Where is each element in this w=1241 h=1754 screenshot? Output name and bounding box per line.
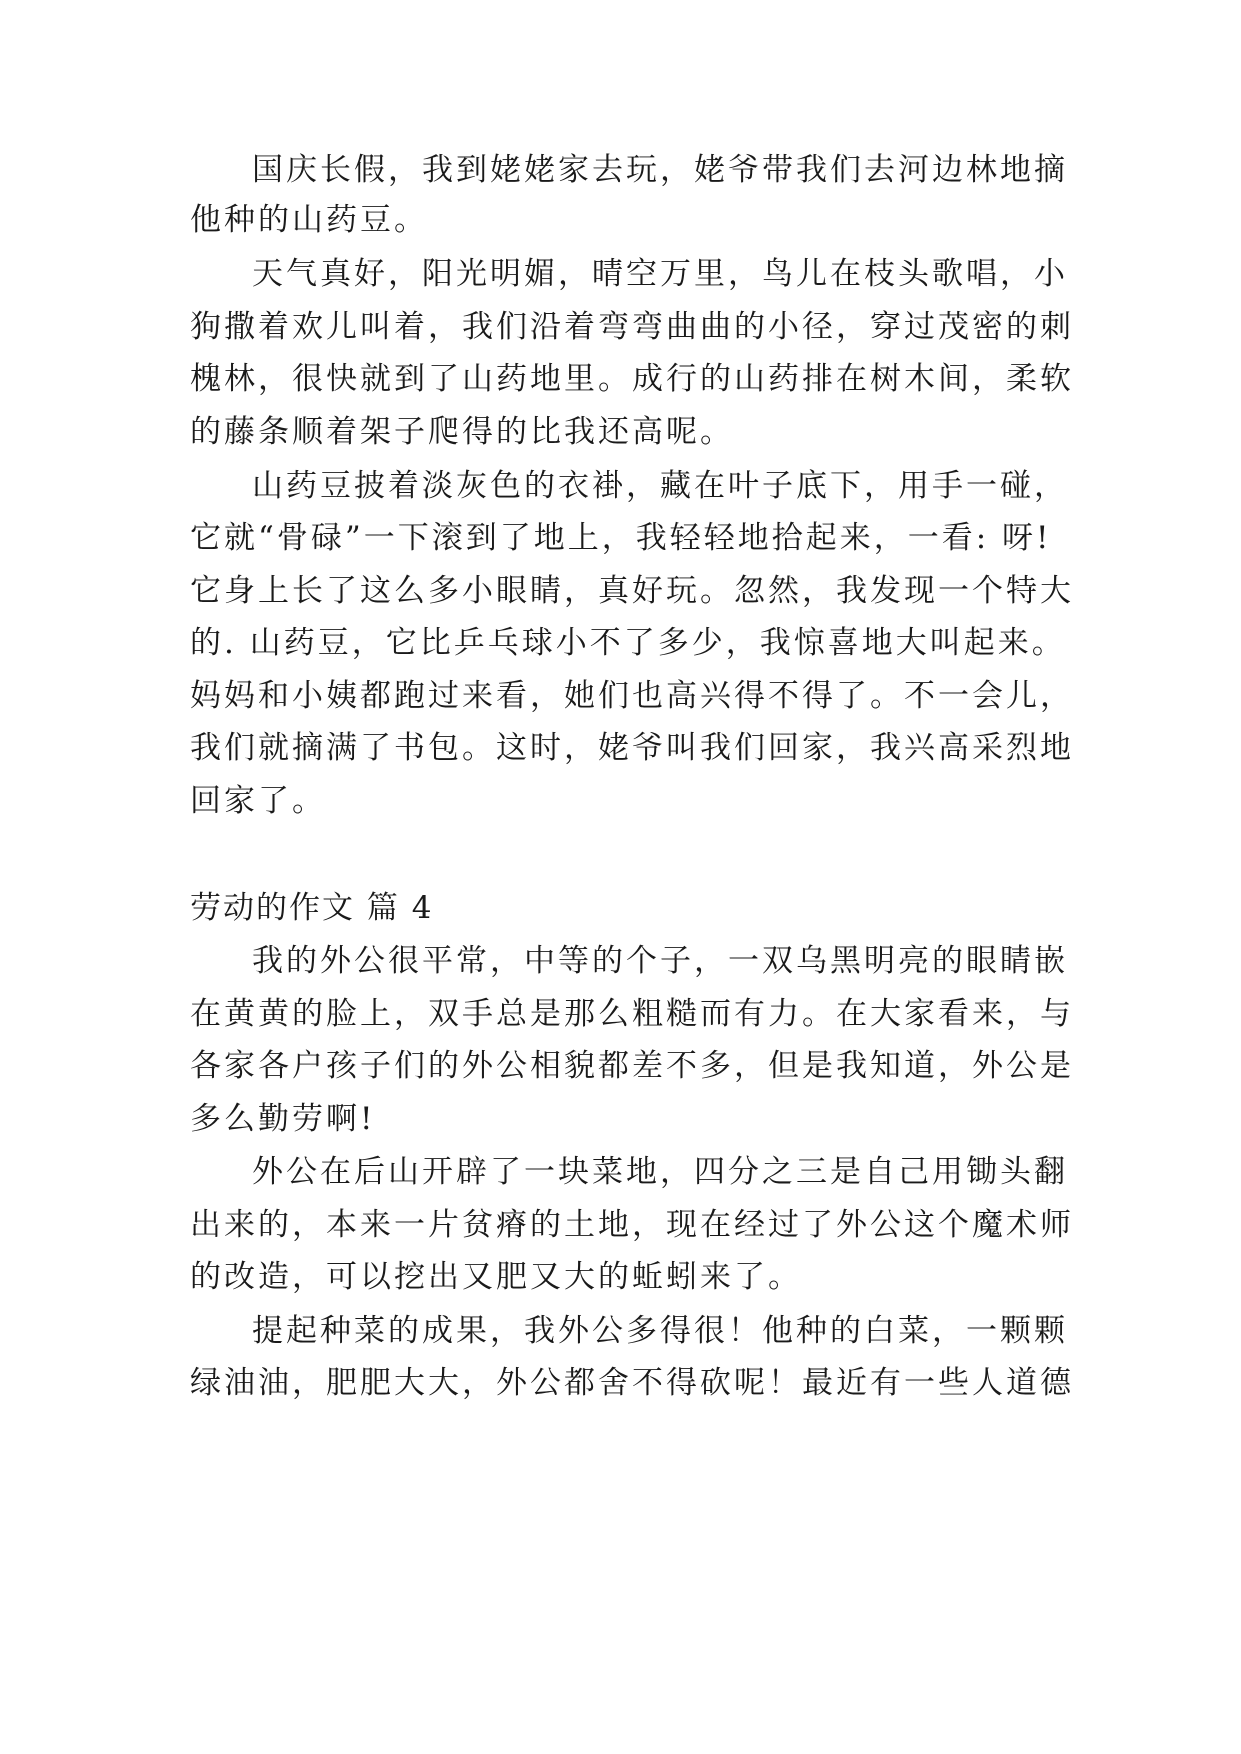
- text-line: 国庆长假，我到姥姥家去玩，姥爷带我们去河边林地摘: [252, 152, 1068, 188]
- text-line: 狗撒着欢儿叫着，我们沿着弯弯曲曲的小径，穿过茂密的刺: [190, 309, 1074, 345]
- text-line: 我们就摘满了书包。这时，姥爷叫我们回家，我兴高采烈地: [190, 730, 1074, 766]
- text-line: 妈妈和小姨都跑过来看，她们也高兴得不得了。不一会儿，: [190, 678, 1074, 714]
- section-heading: 劳动的作文 篇 4: [190, 890, 434, 926]
- text-line: 回家了。: [190, 783, 326, 819]
- text-line: 槐林，很快就到了山药地里。成行的山药排在树木间，柔软: [190, 361, 1074, 397]
- text-line: 的. 山药豆，它比乒乓球小不了多少，我惊喜地大叫起来。: [190, 625, 1066, 661]
- text-line: 在黄黄的脸上，双手总是那么粗糙而有力。在大家看来，与: [190, 996, 1074, 1032]
- text-line: 它身上长了这么多小眼睛，真好玩。忽然，我发现一个特大: [190, 573, 1074, 609]
- text-line: 他种的山药豆。: [190, 202, 428, 238]
- text-line: 绿油油，肥肥大大，外公都舍不得砍呢！最近有一些人道德: [190, 1365, 1074, 1401]
- text-line: 山药豆披着淡灰色的衣褂，藏在叶子底下，用手一碰，: [252, 468, 1068, 504]
- text-line: 各家各户孩子们的外公相貌都差不多，但是我知道，外公是: [190, 1048, 1074, 1084]
- text-line: 出来的，本来一片贫瘠的土地，现在经过了外公这个魔术师: [190, 1207, 1074, 1243]
- text-line: 它就“骨碌”一下滚到了地上，我轻轻地拾起来，一看: 呀!: [190, 520, 1052, 556]
- text-line: 的改造，可以挖出又肥又大的蚯蚓来了。: [190, 1259, 802, 1295]
- text-line: 外公在后山开辟了一块菜地，四分之三是自己用锄头翻: [252, 1154, 1068, 1190]
- text-line: 天气真好，阳光明媚，晴空万里，鸟儿在枝头歌唱，小: [252, 256, 1068, 292]
- text-line: 的藤条顺着架子爬得的比我还高呢。: [190, 414, 734, 450]
- text-line: 提起种菜的成果，我外公多得很！他种的白菜，一颗颗: [252, 1313, 1068, 1349]
- text-line: 多么勤劳啊!: [190, 1101, 376, 1137]
- text-line: 我的外公很平常，中等的个子，一双乌黑明亮的眼睛嵌: [252, 943, 1068, 979]
